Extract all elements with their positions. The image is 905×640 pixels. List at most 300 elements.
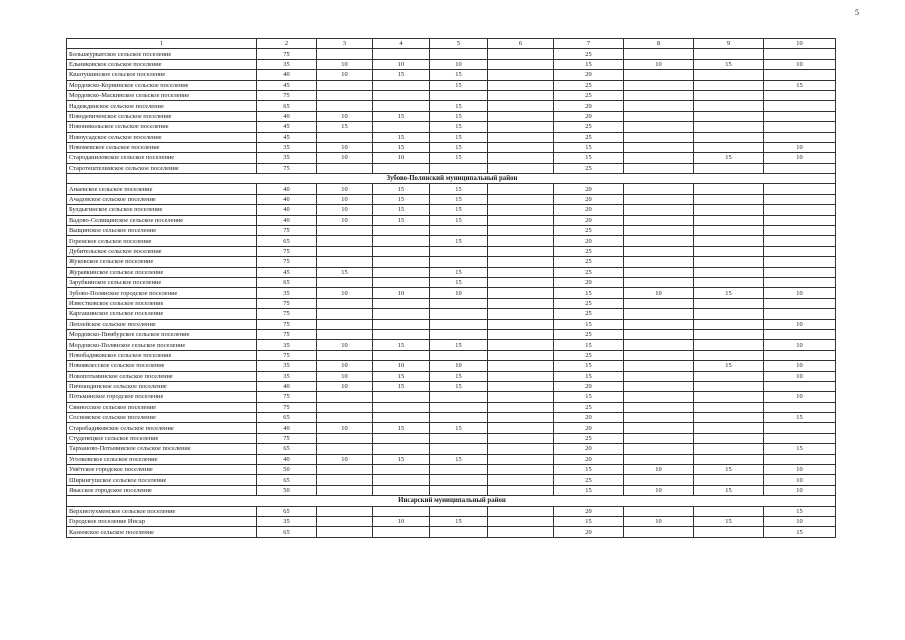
value-cell: 10 [317,371,373,381]
allocation-table-container [66,38,835,538]
value-cell [488,392,554,402]
value-cell: 75 [257,309,317,319]
value-cell [694,80,764,90]
table-row [67,454,836,464]
value-cell [373,319,430,329]
value-cell [488,205,554,215]
column-number: 7 [554,39,624,49]
settlement-name: Мордовско-Пимбурское сельское поселение [67,329,257,339]
value-cell: 25 [554,226,624,236]
settlement-name: Пичпандинское сельское поселение [67,381,257,391]
value-cell: 20 [554,111,624,121]
value-cell [430,433,488,443]
value-cell [488,153,554,163]
value-cell [624,371,694,381]
value-cell: 15 [430,381,488,391]
value-cell: 35 [257,516,317,526]
settlement-name: Новоявлесское сельское поселение [67,361,257,371]
value-cell [430,163,488,173]
value-cell: 15 [554,288,624,298]
value-cell [764,277,836,287]
value-cell: 15 [694,288,764,298]
value-cell: 10 [317,423,373,433]
value-cell: 10 [430,288,488,298]
value-cell: 75 [257,246,317,256]
value-cell: 15 [430,267,488,277]
value-cell [694,184,764,194]
value-cell: 15 [317,267,373,277]
value-cell [764,423,836,433]
table-row [67,381,836,391]
table-row [67,59,836,69]
value-cell [373,163,430,173]
value-cell: 20 [554,454,624,464]
value-cell: 25 [554,309,624,319]
value-cell: 10 [373,361,430,371]
value-cell [317,298,373,308]
value-cell [488,257,554,267]
value-cell [430,309,488,319]
value-cell: 10 [764,153,836,163]
value-cell [624,506,694,516]
column-number: 10 [764,39,836,49]
value-cell: 35 [257,340,317,350]
value-cell: 25 [554,132,624,142]
value-cell [624,267,694,277]
value-cell: 10 [624,465,694,475]
value-cell [317,132,373,142]
value-cell: 15 [373,132,430,142]
value-cell: 15 [373,205,430,215]
value-cell: 50 [257,465,317,475]
value-cell [317,277,373,287]
table-row [67,350,836,360]
value-cell [430,350,488,360]
value-cell: 40 [257,381,317,391]
value-cell [488,194,554,204]
value-cell [764,132,836,142]
value-cell [694,122,764,132]
value-cell [317,475,373,485]
value-cell [488,288,554,298]
table-row [67,226,836,236]
value-cell [694,402,764,412]
value-cell [430,465,488,475]
value-cell: 10 [373,153,430,163]
value-cell: 75 [257,392,317,402]
value-cell [488,70,554,80]
value-cell [764,329,836,339]
value-cell: 15 [373,454,430,464]
value-cell [373,90,430,100]
value-cell: 15 [694,465,764,475]
value-cell: 10 [317,381,373,391]
settlement-name: Выщинское сельское поселение [67,226,257,236]
value-cell: 40 [257,111,317,121]
column-number-row [67,39,836,49]
value-cell [373,267,430,277]
table-row [67,527,836,537]
value-cell: 15 [694,153,764,163]
value-cell [764,194,836,204]
value-cell [488,454,554,464]
value-cell [317,444,373,454]
value-cell [488,215,554,225]
value-cell: 15 [373,340,430,350]
value-cell [488,90,554,100]
value-cell [624,257,694,267]
value-cell: 20 [554,527,624,537]
settlement-name: Старобадиковское сельское поселение [67,423,257,433]
value-cell [694,340,764,350]
value-cell: 15 [430,194,488,204]
table-row [67,288,836,298]
district-header-row [67,496,836,506]
value-cell [373,122,430,132]
value-cell [430,49,488,59]
value-cell [624,70,694,80]
value-cell [488,402,554,412]
value-cell [317,319,373,329]
value-cell [764,70,836,80]
value-cell: 65 [257,506,317,516]
value-cell [488,101,554,111]
table-row [67,205,836,215]
value-cell [764,454,836,464]
value-cell [764,433,836,443]
value-cell [488,475,554,485]
value-cell [488,433,554,443]
settlement-name: Потьминское городское поселение [67,392,257,402]
settlement-name: Горенское сельское поселение [67,236,257,246]
value-cell: 75 [257,298,317,308]
value-cell: 15 [373,184,430,194]
value-cell [373,350,430,360]
value-cell: 15 [694,516,764,526]
value-cell [317,80,373,90]
settlement-name: Новобадиковское сельское поселение [67,350,257,360]
value-cell [694,381,764,391]
value-cell: 15 [554,340,624,350]
value-cell [624,433,694,443]
value-cell: 15 [430,153,488,163]
value-cell [694,506,764,516]
value-cell [694,90,764,100]
value-cell [624,122,694,132]
value-cell: 10 [624,485,694,495]
value-cell [694,371,764,381]
value-cell [764,122,836,132]
value-cell: 15 [373,194,430,204]
value-cell: 20 [554,277,624,287]
value-cell [764,381,836,391]
value-cell: 20 [554,423,624,433]
value-cell [624,277,694,287]
value-cell: 15 [554,465,624,475]
value-cell [317,506,373,516]
value-cell: 15 [554,142,624,152]
value-cell [430,90,488,100]
value-cell: 20 [554,194,624,204]
value-cell [373,506,430,516]
value-cell [624,350,694,360]
column-number: 4 [373,39,430,49]
value-cell: 15 [430,205,488,215]
value-cell: 65 [257,101,317,111]
page-number: 5 [855,8,859,17]
value-cell: 20 [554,506,624,516]
table-row [67,465,836,475]
value-cell [317,465,373,475]
settlement-name: Журавкинское сельское поселение [67,267,257,277]
value-cell: 10 [317,111,373,121]
settlement-name: Мордовско-Полянское сельское поселение [67,340,257,350]
value-cell [488,236,554,246]
value-cell [317,516,373,526]
value-cell: 15 [373,70,430,80]
value-cell: 20 [554,70,624,80]
value-cell [317,413,373,423]
value-cell [624,527,694,537]
value-cell [694,205,764,215]
value-cell: 10 [764,59,836,69]
value-cell: 75 [257,319,317,329]
value-cell: 10 [317,59,373,69]
value-cell: 45 [257,80,317,90]
value-cell [764,215,836,225]
value-cell [430,506,488,516]
value-cell [488,506,554,516]
value-cell: 25 [554,475,624,485]
value-cell [317,226,373,236]
value-cell [488,381,554,391]
value-cell: 35 [257,361,317,371]
district-name: Инсарский муниципальный район [67,496,836,506]
settlement-name: Леплейское сельское поселение [67,319,257,329]
value-cell [624,194,694,204]
value-cell: 15 [430,516,488,526]
value-cell [373,246,430,256]
value-cell: 10 [764,392,836,402]
value-cell: 10 [764,319,836,329]
value-cell [317,402,373,412]
value-cell: 15 [554,392,624,402]
value-cell [488,142,554,152]
value-cell: 15 [373,371,430,381]
value-cell: 15 [317,122,373,132]
value-cell: 65 [257,527,317,537]
settlement-name: Умётское городское поселение [67,465,257,475]
value-cell [317,246,373,256]
value-cell: 15 [430,371,488,381]
value-cell [694,413,764,423]
column-number: 9 [694,39,764,49]
settlement-name: Ельниковское сельское поселение [67,59,257,69]
value-cell: 25 [554,80,624,90]
table-row [67,257,836,267]
value-cell: 10 [373,516,430,526]
value-cell: 40 [257,184,317,194]
value-cell: 15 [554,485,624,495]
settlement-name: Зарубкинское сельское поселение [67,277,257,287]
value-cell [624,298,694,308]
value-cell: 10 [373,288,430,298]
value-cell [317,433,373,443]
value-cell [488,132,554,142]
value-cell: 75 [257,226,317,236]
value-cell: 10 [624,516,694,526]
value-cell [373,236,430,246]
value-cell [694,433,764,443]
value-cell: 20 [554,215,624,225]
value-cell: 75 [257,257,317,267]
settlement-name: Новоникольское сельское поселение [67,122,257,132]
value-cell: 10 [317,454,373,464]
table-row [67,246,836,256]
value-cell [694,101,764,111]
value-cell [624,184,694,194]
value-cell [488,371,554,381]
value-cell: 35 [257,288,317,298]
value-cell: 10 [764,361,836,371]
value-cell [430,485,488,495]
value-cell: 20 [554,184,624,194]
value-cell: 10 [430,361,488,371]
value-cell [624,163,694,173]
value-cell [317,392,373,402]
value-cell: 45 [257,122,317,132]
value-cell: 15 [554,153,624,163]
table-row [67,163,836,173]
value-cell: 15 [373,215,430,225]
value-cell: 10 [764,516,836,526]
value-cell: 10 [624,59,694,69]
value-cell [488,423,554,433]
value-cell [488,319,554,329]
value-cell: 15 [430,70,488,80]
settlement-name: Свиносское сельское поселение [67,402,257,412]
value-cell [694,444,764,454]
table-row [67,111,836,121]
value-cell: 15 [554,319,624,329]
value-cell: 15 [764,506,836,516]
settlement-name: Булдыгинское сельское поселение [67,205,257,215]
settlement-name: Большеуркатское сельское поселение [67,49,257,59]
value-cell [694,309,764,319]
value-cell [373,433,430,443]
value-cell [373,309,430,319]
value-cell [694,392,764,402]
value-cell: 10 [317,205,373,215]
table-row [67,444,836,454]
value-cell [694,246,764,256]
value-cell: 15 [430,132,488,142]
settlement-name: Анаевское сельское поселение [67,184,257,194]
value-cell [694,257,764,267]
settlement-name: Ачадовское сельское поселение [67,194,257,204]
value-cell [373,226,430,236]
settlement-name: Городское поселение Инсар [67,516,257,526]
value-cell [624,142,694,152]
value-cell [624,329,694,339]
value-cell [764,101,836,111]
value-cell: 10 [317,70,373,80]
value-cell: 15 [430,423,488,433]
value-cell [624,226,694,236]
value-cell: 15 [430,80,488,90]
value-cell [624,475,694,485]
table-row [67,423,836,433]
value-cell [624,80,694,90]
table-row [67,122,836,132]
settlement-name: Новоусадское сельское поселение [67,132,257,142]
settlement-name: Староданиловское сельское поселение [67,153,257,163]
table-row [67,80,836,90]
settlement-name: Известковское сельское поселение [67,298,257,308]
value-cell [373,329,430,339]
value-cell [624,392,694,402]
value-cell: 15 [430,215,488,225]
value-cell: 25 [554,402,624,412]
table-row [67,184,836,194]
value-cell: 25 [554,257,624,267]
value-cell [430,402,488,412]
value-cell: 15 [430,236,488,246]
value-cell [488,350,554,360]
value-cell [624,319,694,329]
table-row [67,506,836,516]
value-cell [373,485,430,495]
table-row [67,101,836,111]
table-row [67,475,836,485]
settlement-name: Новодевиченское сельское поселение [67,111,257,121]
value-cell: 10 [317,142,373,152]
settlement-name: Новопотьминское сельское поселение [67,371,257,381]
value-cell: 25 [554,298,624,308]
value-cell [764,257,836,267]
value-cell: 15 [373,142,430,152]
value-cell [624,246,694,256]
value-cell [373,475,430,485]
value-cell [488,527,554,537]
settlement-name: Ширингушское сельское поселение [67,475,257,485]
table-row [67,90,836,100]
value-cell: 65 [257,413,317,423]
settlement-name: Сосновское сельское поселение [67,413,257,423]
value-cell: 65 [257,475,317,485]
value-cell [764,49,836,59]
value-cell: 10 [764,371,836,381]
value-cell: 20 [554,413,624,423]
value-cell: 15 [430,142,488,152]
value-cell [624,402,694,412]
table-body [67,39,836,538]
value-cell [488,80,554,90]
value-cell: 65 [257,277,317,287]
value-cell: 10 [764,142,836,152]
settlement-name: Кшатушинское сельское поселение [67,70,257,80]
value-cell: 10 [430,59,488,69]
value-cell: 40 [257,205,317,215]
value-cell [694,475,764,485]
value-cell: 15 [694,59,764,69]
value-cell [624,413,694,423]
value-cell [488,465,554,475]
value-cell [694,49,764,59]
value-cell: 10 [764,340,836,350]
value-cell [694,226,764,236]
value-cell [488,267,554,277]
